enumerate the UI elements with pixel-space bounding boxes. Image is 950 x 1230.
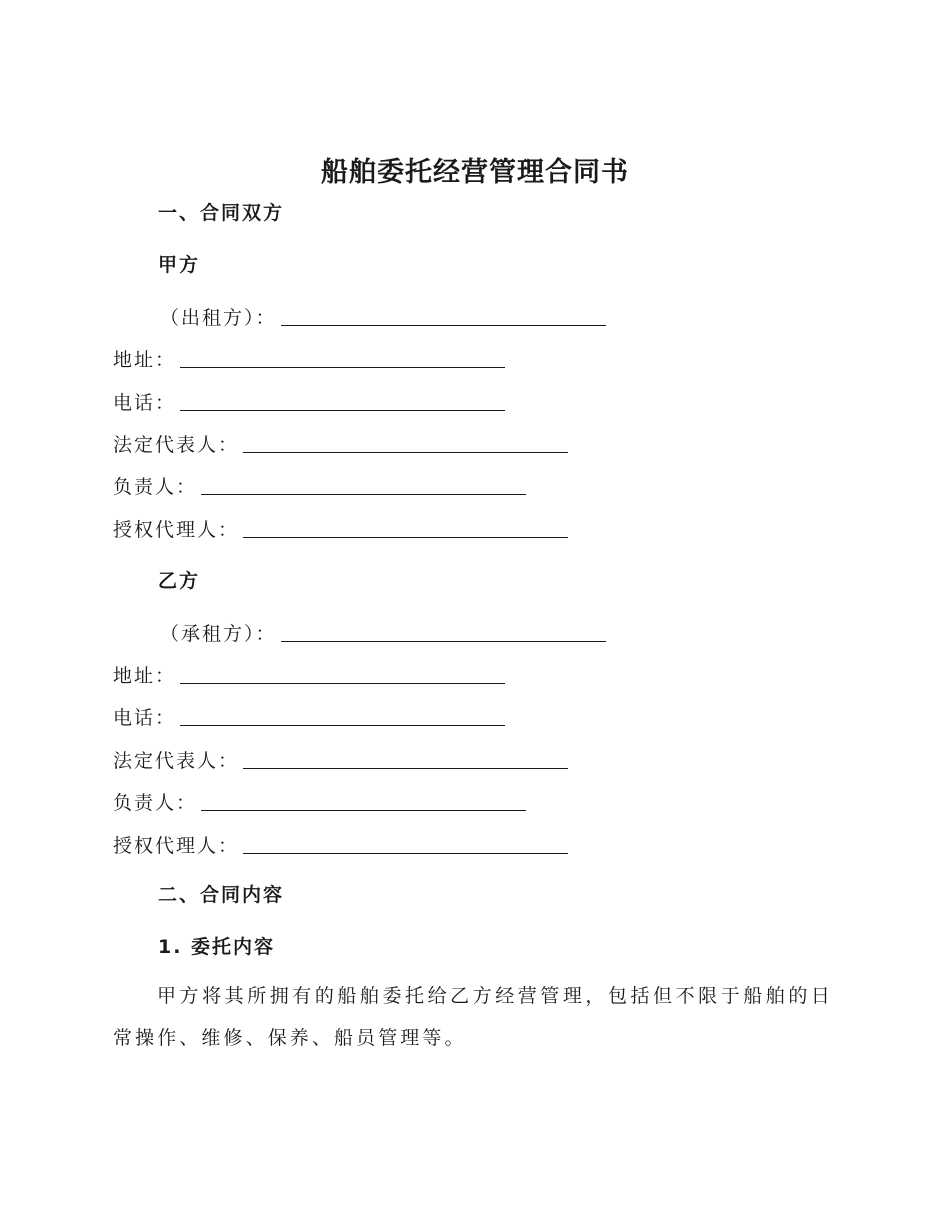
party-a-address-line	[113, 343, 505, 372]
party-b-phone-line	[113, 701, 505, 730]
party-a-role-line	[160, 301, 606, 330]
party-b-agent-label: 授权代理人：	[113, 835, 240, 857]
subsection-heading-entrusted: 1. 委托内容	[158, 936, 276, 958]
party-a-address-blank[interactable]	[180, 345, 505, 368]
party-b-label: 乙方	[158, 570, 201, 592]
party-a-label: 甲方	[158, 254, 201, 276]
party-a-name-blank[interactable]	[281, 303, 606, 326]
party-b-agent-line	[113, 829, 568, 858]
party-a-legal-rep-blank[interactable]	[243, 430, 568, 453]
party-a-address-label: 地址：	[113, 349, 177, 371]
party-a-responsible-label: 负责人：	[113, 476, 198, 498]
party-b-legal-rep-blank[interactable]	[243, 746, 568, 769]
party-b-legal-rep-label: 法定代表人：	[113, 750, 240, 772]
party-a-agent-blank[interactable]	[243, 515, 568, 538]
party-a-agent-label: 授权代理人：	[113, 519, 240, 541]
party-a-responsible-blank[interactable]	[201, 472, 526, 495]
party-b-phone-blank[interactable]	[180, 703, 505, 726]
party-a-legal-rep-label: 法定代表人：	[113, 434, 240, 456]
entrusted-content-paragraph: 甲方将其所拥有的船舶委托给乙方经营管理，包括但不限于船舶的日常操作、维修、保养、船员管理等。	[113, 985, 833, 1049]
party-b-address-blank[interactable]	[180, 661, 505, 684]
party-b-name-blank[interactable]	[281, 619, 606, 642]
party-a-phone-label: 电话：	[113, 392, 177, 414]
section-heading-parties: 一、合同双方	[158, 202, 285, 224]
section-heading-content: 二、合同内容	[158, 884, 285, 906]
party-b-responsible-label: 负责人：	[113, 792, 198, 814]
party-a-responsible-line	[113, 470, 526, 499]
party-a-legal-rep-line	[113, 428, 568, 457]
party-a-phone-line	[113, 386, 505, 415]
party-a-agent-line	[113, 513, 568, 542]
party-a-role-label: （出租方）：	[160, 307, 277, 329]
party-b-responsible-line	[113, 786, 526, 815]
party-b-responsible-blank[interactable]	[201, 788, 526, 811]
party-b-agent-blank[interactable]	[243, 831, 568, 854]
party-b-phone-label: 电话：	[113, 707, 177, 729]
party-b-role-line	[160, 617, 606, 646]
document-title: 船舶委托经营管理合同书	[321, 157, 629, 188]
party-b-role-label: （承租方）：	[160, 623, 277, 645]
party-a-phone-blank[interactable]	[180, 388, 505, 411]
party-b-legal-rep-line	[113, 744, 568, 773]
party-b-address-line	[113, 659, 505, 688]
party-b-address-label: 地址：	[113, 665, 177, 687]
